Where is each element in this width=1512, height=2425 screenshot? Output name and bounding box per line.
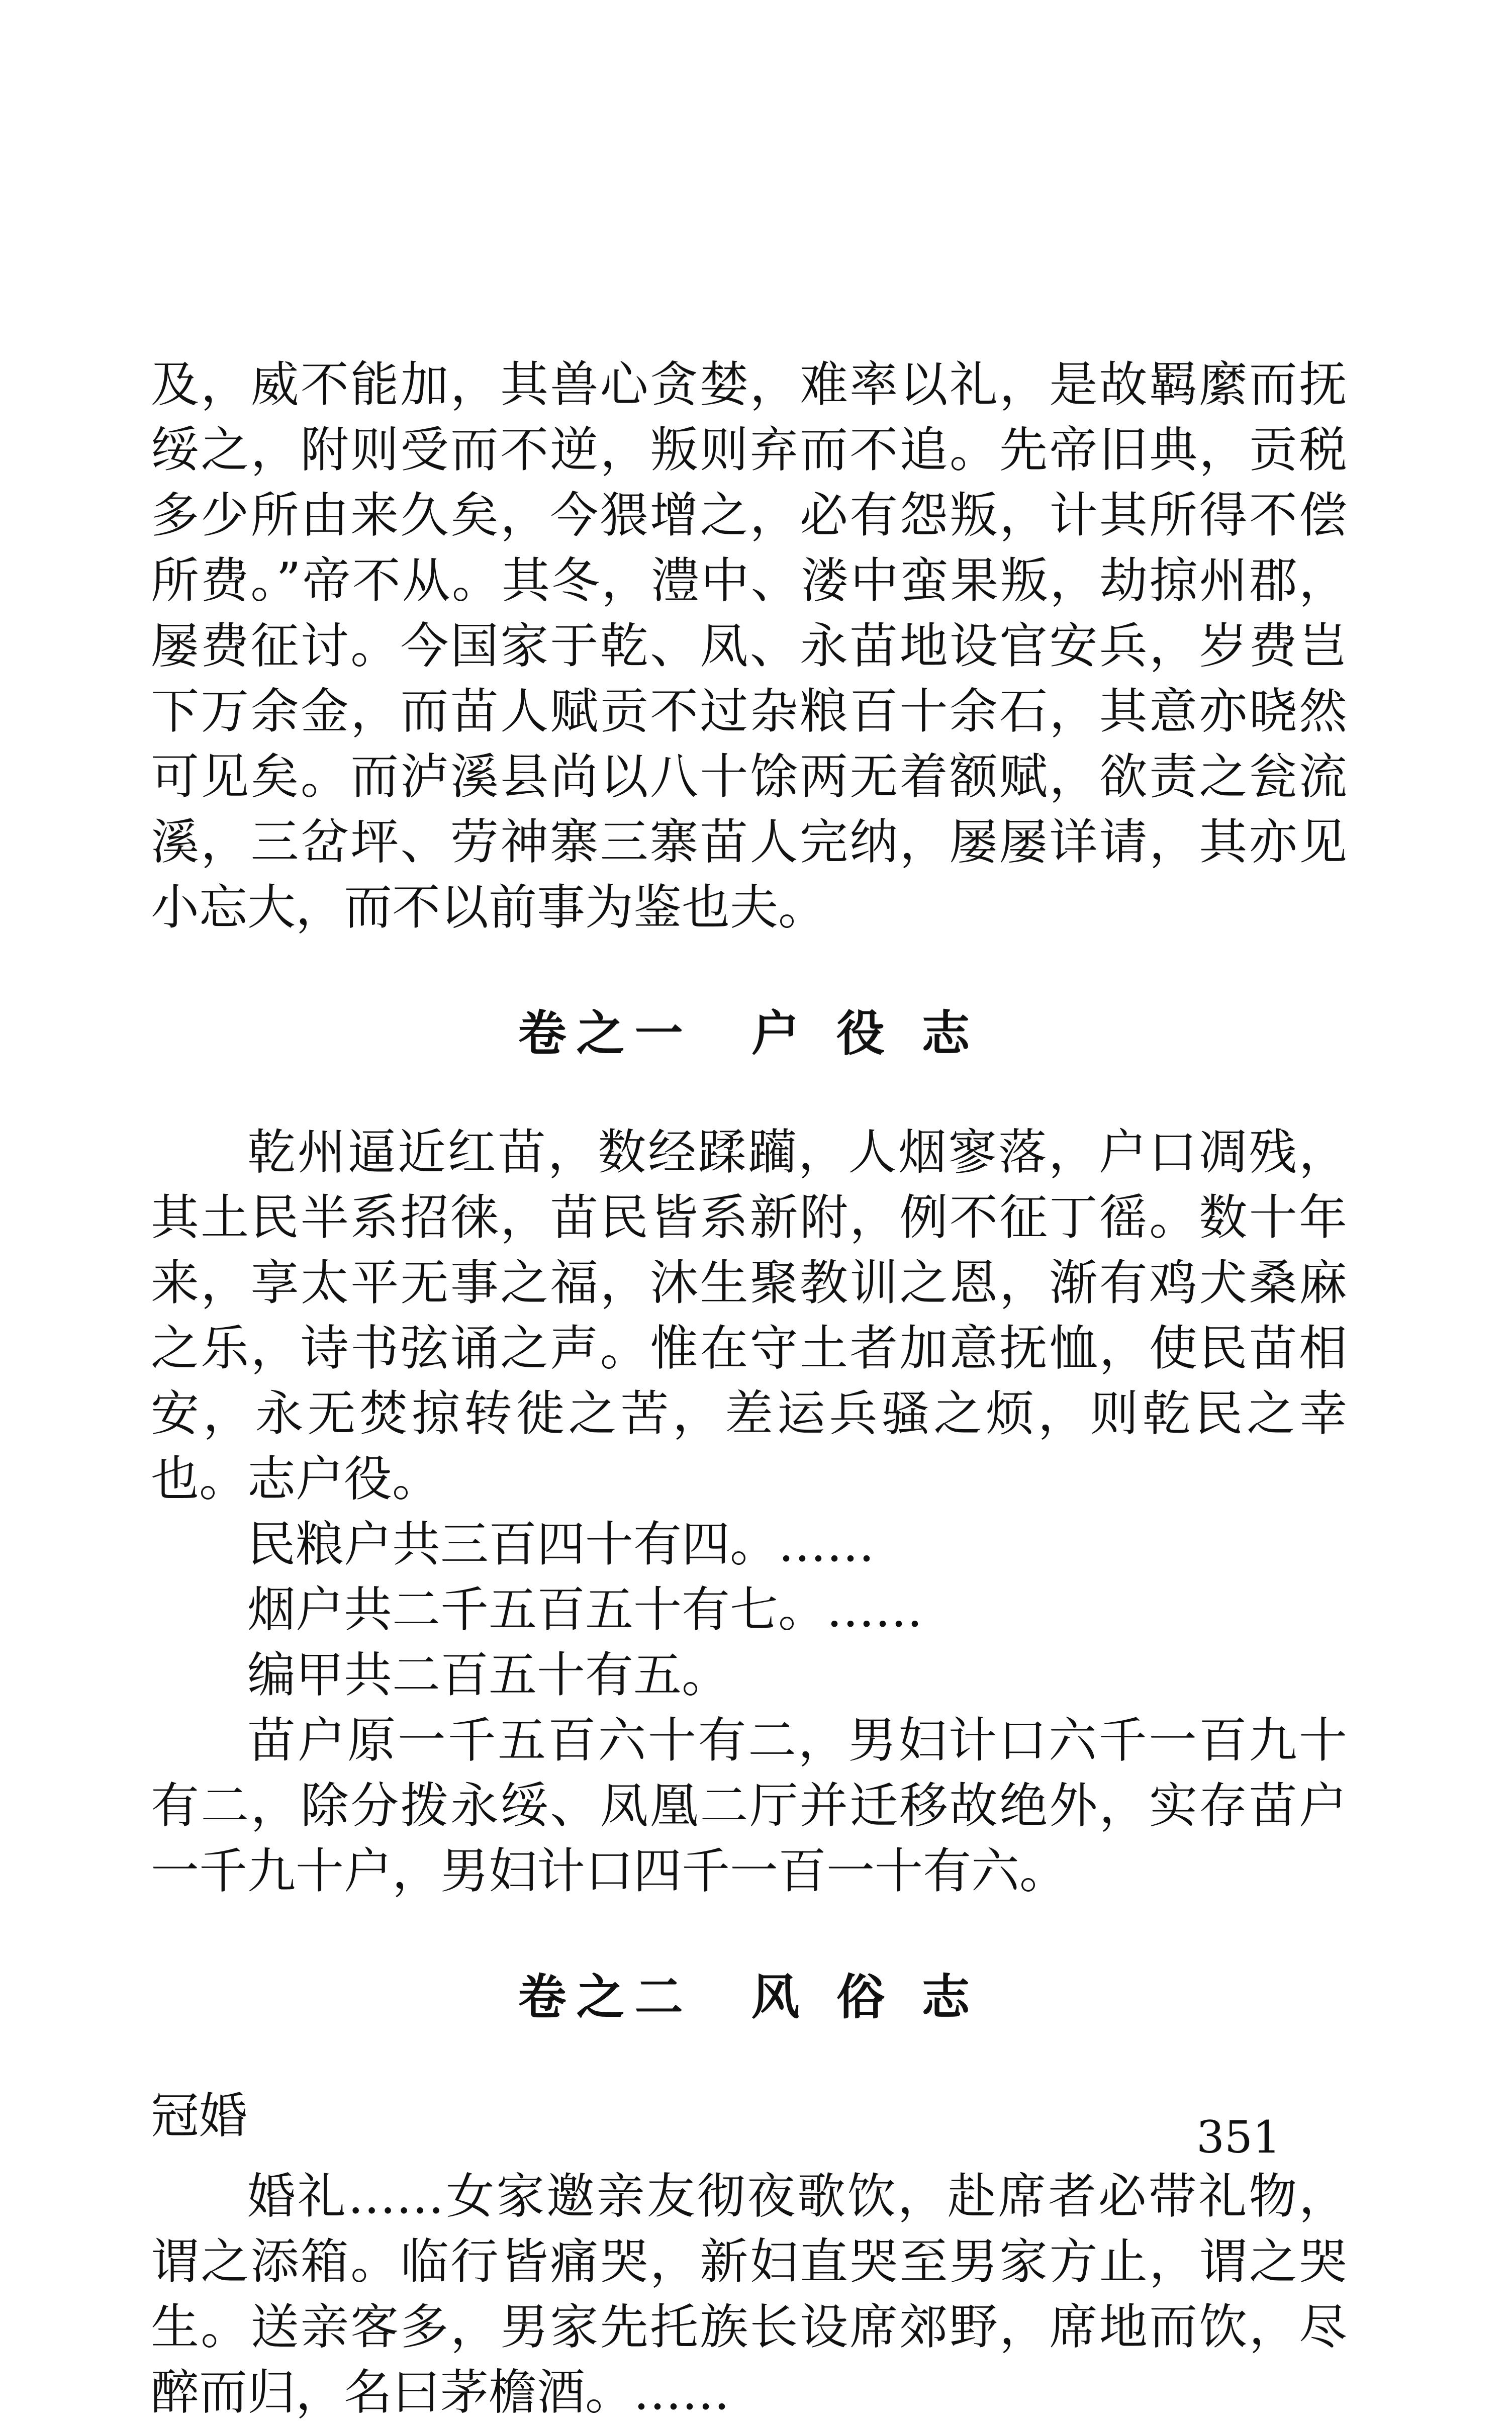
marriage-paragraph: 婚礼……女家邀亲友彻夜歌饮，赴席者必带礼物，谓之添箱。临行皆痛哭，新妇直哭至男家方止，谓之哭生。送亲客多，男家先托族长设席郊野，席地而饮，尽醉而归，名曰茅檐酒。…… — [151, 2168, 1347, 2420]
household-closing-paragraph: 苗户原一千五百六十有二，男妇计口六千一百九十有二，除分拨永绥、凤凰二厅并迁移故绝外，实存苗户一千九十户，男妇计口四千一百一十有六。 — [151, 1712, 1347, 1899]
section-heading-customs: 卷之二 风 俗 志 — [518, 1969, 980, 2025]
household-item: 民粮户共三百四十有四。…… — [247, 1516, 875, 1572]
document-body — [151, 352, 1347, 2425]
subheading-marriage: 冠婚 — [151, 2088, 247, 2144]
household-item: 烟户共二千五百五十有七。…… — [247, 1581, 923, 1638]
page-number: 351 — [1196, 2111, 1281, 2163]
intro-paragraph: 及，威不能加，其兽心贪婪，难率以礼，是故羁縻而抚绥之，附则受而不逆，叛则弃而不追。先帝旧典，贡税多少所由来久矣，今猥增之，必有怨叛，计其所得不偿所费。”帝不从。其冬，澧中、溇中蛮果叛，劫掠州郡，屡费征讨。今国家于乾、凤、永苗地设官安兵，岁费岂下万余金，而苗人赋贡不过杂粮百十余石，其意亦晓然可见矣。而泸溪县尚以八十馀两无着额赋，欲责之瓮流溪，三岔坪、劳神寨三寨苗人完纳，屡屡详请，其亦见小忘大，而不以前事为鉴也夫。 — [151, 356, 1347, 936]
section-heading-household: 卷之一 户 役 志 — [518, 1005, 980, 1062]
household-paragraph: 乾州逼近红苗，数经蹂躏，人烟寥落，户口凋残，其土民半系招徕，苗民皆系新附，例不征丁徭。数十年来，享太平无事之福，沐生聚教训之恩，渐有鸡犬桑麻之乐，诗书弦诵之声。惟在守土者加意抚恤，使民苗相安，永无焚掠转徙之苦，差运兵骚之烦，则乾民之幸也。志户役。 — [151, 1124, 1347, 1507]
household-item: 编甲共二百五十有五。 — [247, 1647, 730, 1703]
